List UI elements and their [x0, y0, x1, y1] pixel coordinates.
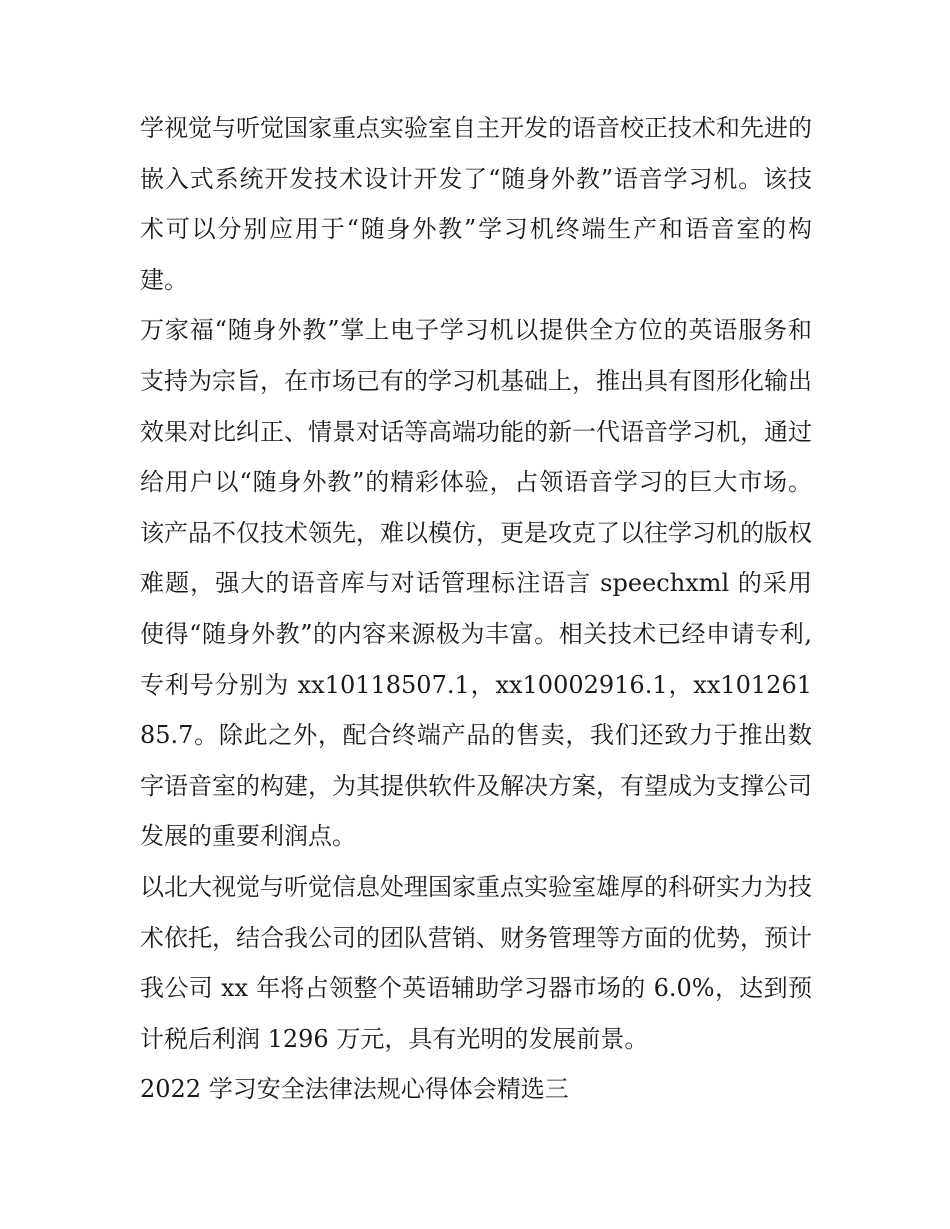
section-heading: 2022 学习安全法律法规心得体会精选三: [140, 1075, 569, 1104]
paragraph-market-outlook: 以北大视觉与听觉信息处理国家重点实验室雄厚的科研实力为技术依托，结合我公司的团队营销、财务管理等方面的优势，预计我公司 xx 年将占领整个英语辅助学习器市场的 6.0%，达到预计税后利润 1296 万元，具有光明的发展前景。: [140, 872, 812, 1053]
document-body: [140, 103, 812, 1115]
paragraph-product-description: 万家福“随身外教”掌上电子学习机以提供全方位的英语服务和支持为宗旨，在市场已有的学习机基础上，推出具有图形化输出效果对比纠正、情景对话等高端功能的新一代语音学习机，通过给用户以“随身外教”的精彩体验，占领语音学习的巨大市场。该产品不仅技术领先，难以模仿，更是攻克了以往学习机的版权难题，强大的语音库与对话管理标注语言 speechxml 的采用使得“随身外教”的内容来源极为丰富。相关技术已经申请专利,专利号分别为 xx10118507.1，xx10002916.1，xx10126185.7。除此之外，配合终端产品的售卖，我们还致力于推出数字语音室的构建，为其提供软件及解决方案，有望成为支撑公司发展的重要利润点。: [140, 316, 812, 851]
paragraph-voice-tech: 学视觉与听觉国家重点实验室自主开发的语音校正技术和先进的嵌入式系统开发技术设计开发了“随身外教”语音学习机。该技术可以分别应用于“随身外教”学习机终端生产和语音室的构建。: [140, 114, 812, 294]
